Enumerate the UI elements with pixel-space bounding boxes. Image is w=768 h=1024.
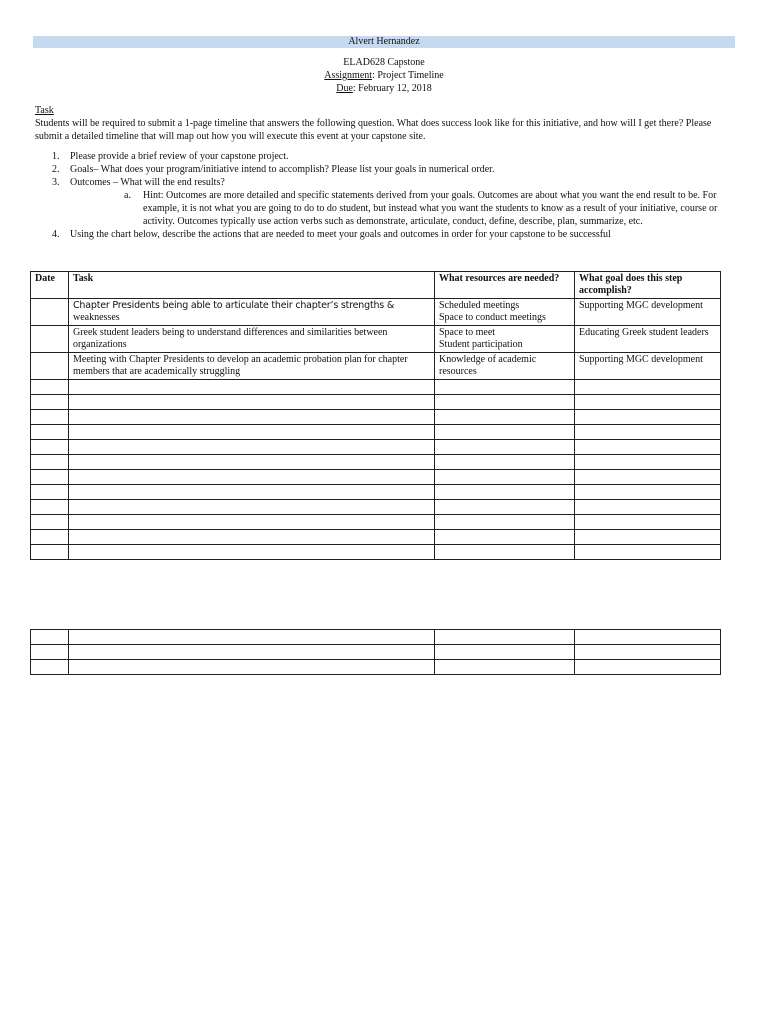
due-line [0, 82, 768, 95]
goal-cell[interactable]: Supporting MGC development [575, 299, 721, 326]
task-cell[interactable] [69, 410, 435, 425]
resources-cell[interactable] [435, 440, 575, 455]
due-value: : February 12, 2018 [352, 83, 432, 94]
goal-cell[interactable] [575, 645, 721, 660]
goal-cell[interactable] [575, 425, 721, 440]
task-cell[interactable] [69, 470, 435, 485]
table-row [31, 353, 721, 380]
course-title: ELAD628 Capstone [343, 57, 425, 68]
goal-cell[interactable] [575, 500, 721, 515]
date-cell[interactable] [31, 470, 69, 485]
task-cell[interactable] [69, 660, 435, 675]
resources-cell[interactable] [435, 410, 575, 425]
goal-cell[interactable] [575, 440, 721, 455]
task-cell[interactable] [69, 455, 435, 470]
date-cell[interactable] [31, 500, 69, 515]
header-task: Task [69, 272, 435, 299]
instruction-item: 4. Using the chart below, describe the actions that are needed to meet your goals and outcomes in order for your capstone to be successful [52, 229, 611, 240]
date-cell[interactable] [31, 299, 69, 326]
header-date: Date [31, 272, 69, 299]
goal-cell[interactable] [575, 395, 721, 410]
empty-table-row [31, 425, 721, 440]
date-cell[interactable] [31, 630, 69, 645]
instruction-item: 3. Outcomes – What will the end results? [52, 177, 225, 188]
assignment-label: Assignment [324, 70, 373, 81]
empty-table-row [31, 410, 721, 425]
resources-cell[interactable] [435, 470, 575, 485]
goal-cell[interactable] [575, 455, 721, 470]
goal-cell[interactable] [575, 515, 721, 530]
empty-table-row [31, 545, 721, 560]
date-cell[interactable] [31, 425, 69, 440]
goal-cell[interactable] [575, 485, 721, 500]
student-name-bar [33, 36, 735, 48]
resources-cell[interactable] [435, 515, 575, 530]
date-cell[interactable] [31, 660, 69, 675]
task-heading: Task [35, 105, 54, 116]
task-paragraph: Students will be required to submit a 1-page timeline that answers the following question. What does success look like for this initiative, and how will I get there? Please submit a detailed timeline that will map out how you will execute this event at your capstone site. [35, 118, 712, 142]
instruction-item: 1. Please provide a brief review of your capstone project. [52, 151, 289, 162]
goal-cell[interactable] [575, 380, 721, 395]
task-cell[interactable]: Greek student leaders being to understand differences and similarities between organizations [69, 326, 435, 353]
empty-table-row [31, 500, 721, 515]
due-label: Due [336, 83, 353, 94]
goal-cell[interactable] [575, 660, 721, 675]
goal-cell[interactable] [575, 630, 721, 645]
assignment-value: : Project Timeline [372, 70, 444, 81]
empty-table-row [31, 515, 721, 530]
student-name: Alvert Hernandez [348, 36, 420, 47]
resources-cell[interactable] [435, 530, 575, 545]
task-cell[interactable] [69, 380, 435, 395]
task-cell[interactable] [69, 645, 435, 660]
instruction-subitem: a. Hint: Outcomes are more detailed and specific statements derived from your goals. Outcomes are about what you want the end result to be. For example, it is not what you are going to do to do student, but instead what you want the students to know as a result of your initiative, course or activity. Outcomes typically use action verbs such as demonstrate, articulate, conduct, define, describe, plan, summarize, etc. [124, 190, 718, 227]
task-cell[interactable] [69, 425, 435, 440]
resources-cell[interactable]: Knowledge of academic resources [435, 353, 575, 380]
empty-table-row [31, 645, 721, 660]
resources-cell[interactable] [435, 425, 575, 440]
task-cell[interactable] [69, 500, 435, 515]
empty-table-row [31, 380, 721, 395]
task-cell[interactable] [69, 530, 435, 545]
empty-table-row [31, 660, 721, 675]
task-cell[interactable]: Meeting with Chapter Presidents to develop an academic probation plan for chapter members that are academically struggling [69, 353, 435, 380]
date-cell[interactable] [31, 326, 69, 353]
date-cell[interactable] [31, 515, 69, 530]
empty-table-row [31, 440, 721, 455]
task-cell[interactable] [69, 485, 435, 500]
resources-cell[interactable] [435, 630, 575, 645]
table-row [31, 326, 721, 353]
assignment-line [0, 69, 768, 82]
resources-cell[interactable] [435, 660, 575, 675]
goal-cell[interactable] [575, 545, 721, 560]
task-cell[interactable] [69, 630, 435, 645]
task-cell[interactable] [69, 440, 435, 455]
empty-table-row [31, 485, 721, 500]
empty-table-row [31, 470, 721, 485]
table-row [31, 299, 721, 326]
table-header-row [31, 272, 721, 299]
date-cell[interactable] [31, 410, 69, 425]
resources-cell[interactable] [435, 500, 575, 515]
resources-cell[interactable]: Space to meet Student participation [435, 326, 575, 353]
task-cell[interactable] [69, 395, 435, 410]
header-resources: What resources are needed? [435, 272, 575, 299]
blank-rows [31, 380, 721, 560]
resources-cell[interactable] [435, 395, 575, 410]
task-cell[interactable] [69, 515, 435, 530]
resources-cell[interactable]: Scheduled meetings Space to conduct meetings [435, 299, 575, 326]
resources-cell[interactable] [435, 455, 575, 470]
goal-cell[interactable]: Educating Greek student leaders [575, 326, 721, 353]
date-cell[interactable] [31, 353, 69, 380]
goal-cell[interactable] [575, 410, 721, 425]
task-cell[interactable] [69, 545, 435, 560]
resources-cell[interactable] [435, 380, 575, 395]
timeline-table [30, 271, 721, 560]
goal-cell[interactable] [575, 530, 721, 545]
resources-cell[interactable] [435, 645, 575, 660]
empty-table-row [31, 530, 721, 545]
empty-table-row [31, 395, 721, 410]
goal-cell[interactable]: Supporting MGC development [575, 353, 721, 380]
date-cell[interactable] [31, 485, 69, 500]
date-cell[interactable] [31, 530, 69, 545]
timeline-table-continued [30, 629, 721, 675]
resources-cell[interactable] [435, 485, 575, 500]
task-cell[interactable]: Chapter Presidents being able to articulate their chapter’s strengths & weaknesses [69, 299, 435, 326]
task-section [35, 104, 735, 143]
date-cell[interactable] [31, 440, 69, 455]
instruction-item: 2. Goals– What does your program/initiative intend to accomplish? Please list your goals in numerical order. [52, 164, 495, 175]
date-cell[interactable] [31, 455, 69, 470]
date-cell[interactable] [31, 545, 69, 560]
date-cell[interactable] [31, 645, 69, 660]
empty-table-row [31, 630, 721, 645]
instruction-list [35, 150, 735, 241]
date-cell[interactable] [31, 380, 69, 395]
empty-table-row [31, 455, 721, 470]
header-goal: What goal does this step accomplish? [575, 272, 721, 299]
resources-cell[interactable] [435, 545, 575, 560]
blank-rows [31, 630, 721, 675]
goal-cell[interactable] [575, 470, 721, 485]
date-cell[interactable] [31, 395, 69, 410]
